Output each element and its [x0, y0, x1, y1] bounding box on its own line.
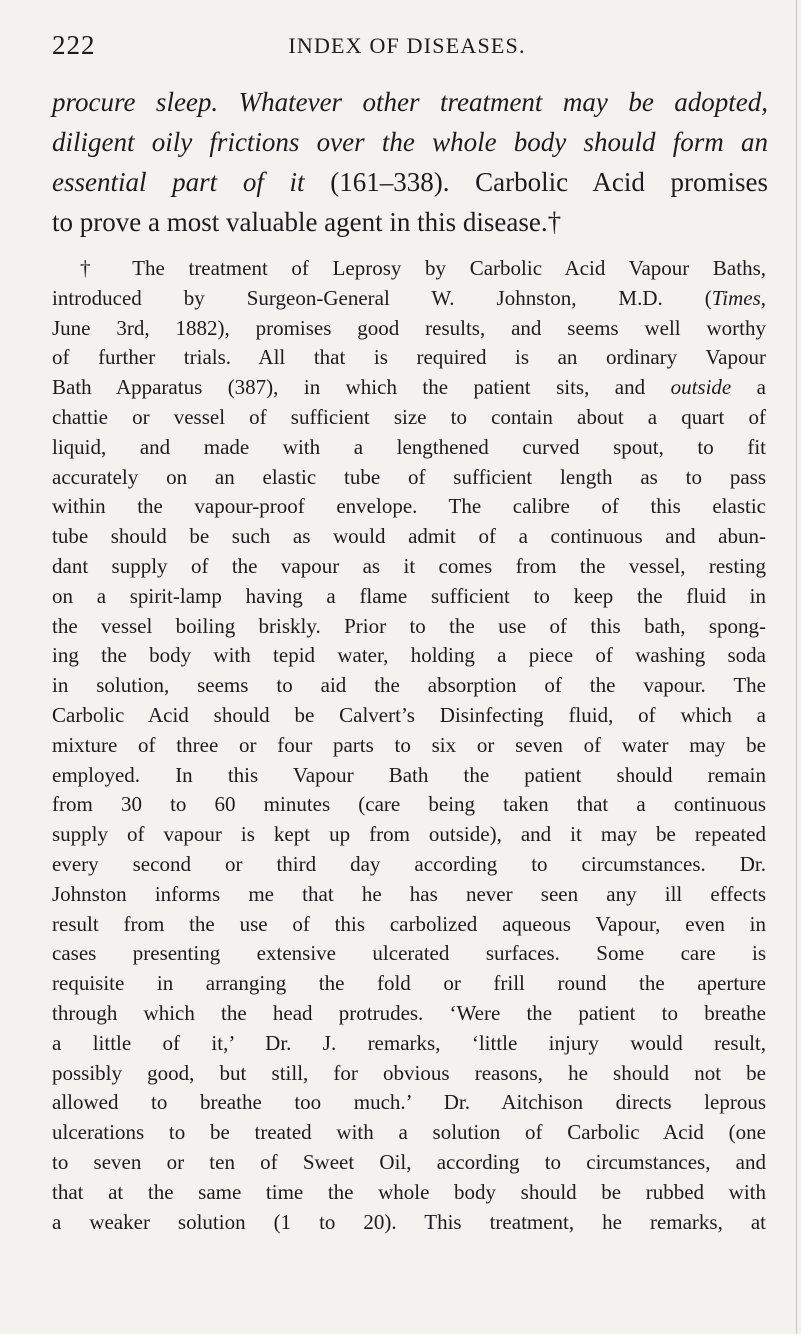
text-segment: dant supply of the vapour as it comes from the vessel, resting: [52, 553, 766, 578]
text-segment: mixture of three or four parts to six or seven of water may be: [52, 732, 766, 757]
footnote-line: [52, 284, 766, 314]
footnote-line: [52, 403, 766, 433]
footnote-line: [52, 761, 766, 791]
text-segment: June 3rd, 1882), promises good results, and seems well worthy: [52, 315, 766, 340]
footnote-line: [52, 790, 766, 820]
text-segment: (161–338). Carbolic Acid promises: [304, 167, 768, 197]
page-number: 222: [52, 30, 96, 60]
italic-text: essential part of it: [52, 167, 305, 197]
footnote-line: [52, 999, 766, 1029]
footnote-line: [52, 641, 766, 671]
text-segment: Johnston informs me that he has never seen any ill effects: [52, 881, 766, 906]
text-segment: a: [731, 375, 766, 400]
main-text-line: [52, 82, 768, 122]
text-segment: ,: [760, 285, 766, 310]
text-segment: employed. In this Vapour Bath the patient should remain: [52, 762, 766, 787]
footnote-line: [52, 850, 766, 880]
footnote-line: [52, 1059, 766, 1089]
text-segment: allowed to breathe too much.’ Dr. Aitchison directs leprous: [52, 1090, 766, 1115]
page-header: [52, 30, 762, 70]
text-segment: possibly good, but still, for obvious reasons, he should not be: [52, 1060, 766, 1085]
footnote-line: [52, 254, 766, 284]
footnote-line: [52, 880, 766, 910]
text-segment: cases presenting extensive ulcerated surfaces. Some care is: [52, 941, 766, 966]
footnote-line: [52, 373, 766, 403]
text-segment: that at the same time the whole body should be rubbed with: [52, 1179, 766, 1204]
footnote-line: [52, 1178, 766, 1208]
footnote-line: [52, 939, 766, 969]
text-segment: every second or third day according to circumstances. Dr.: [52, 851, 766, 876]
main-text-line: [52, 162, 768, 202]
italic-text: outside: [670, 375, 732, 400]
footnote-line: [52, 463, 766, 493]
footnote-line: [52, 582, 766, 612]
text-segment: chattie or vessel of sufficient size to contain about a quart of: [52, 404, 766, 429]
main-text-line: [52, 202, 768, 242]
footnote-line: [52, 522, 766, 552]
text-segment: supply of vapour is kept up from outside), and it may be repeated: [52, 822, 766, 847]
text-segment: tube should be such as would admit of a continuous and abun-: [52, 524, 766, 549]
text-segment: † The treatment of Leprosy by Carbolic Acid Vapour Baths,: [80, 256, 766, 280]
italic-text: Times: [711, 285, 761, 310]
text-segment: ing the body with tepid water, holding a piece of washing soda: [52, 643, 766, 668]
text-segment: a little of it,’ Dr. J. remarks, ‘little injury would result,: [52, 1030, 766, 1055]
footnote-line: [52, 552, 766, 582]
footnote-line: [52, 433, 766, 463]
footnote-line: [52, 701, 766, 731]
text-segment: from 30 to 60 minutes (care being taken that a continuous: [52, 792, 766, 817]
footnote-line: [52, 1118, 766, 1148]
text-segment: result from the use of this carbolized aqueous Vapour, even in: [52, 911, 766, 936]
footnote-line: [52, 910, 766, 940]
text-segment: ulcerations to be treated with a solution of Carbolic Acid (one: [52, 1120, 766, 1145]
text-segment: Bath Apparatus (387), in which the patient sits, and: [52, 375, 671, 400]
text-segment: the vessel boiling briskly. Prior to the use of this bath, spong-: [52, 613, 766, 638]
running-head: INDEX OF DISEASES.: [288, 33, 526, 58]
page-edge: [796, 0, 797, 1334]
footnote-line: [52, 820, 766, 850]
text-segment: to prove a most valuable agent in this disease.†: [52, 207, 562, 237]
footnote-line: [52, 1029, 766, 1059]
text-segment: within the vapour-proof envelope. The calibre of this elastic: [52, 494, 766, 519]
main-paragraph: [52, 82, 768, 242]
text-segment: in solution, seems to aid the absorption of the vapour. The: [52, 673, 766, 698]
italic-text: procure sleep. Whatever other treatment may be adopted,: [52, 87, 768, 117]
text-segment: introduced by Surgeon-General W. Johnston, M.D. (: [52, 285, 712, 310]
footnote-line: [52, 1148, 766, 1178]
text-segment: requisite in arranging the fold or frill round the aperture: [52, 971, 766, 996]
text-segment: accurately on an elastic tube of sufficient length as to pass: [52, 464, 766, 489]
footnote: [52, 254, 766, 1237]
footnote-line: [52, 969, 766, 999]
text-segment: Carbolic Acid should be Calvert’s Disinfecting fluid, of which a: [52, 702, 766, 727]
italic-text: diligent oily frictions over the whole body should form an: [52, 127, 768, 157]
text-segment: of further trials. All that is required is an ordinary Vapour: [52, 345, 766, 370]
text-segment: a weaker solution (1 to 20). This treatment, he remarks, at: [52, 1209, 766, 1234]
footnote-line: [52, 492, 766, 522]
footnote-line: [52, 1088, 766, 1118]
text-segment: to seven or ten of Sweet Oil, according to circumstances, and: [52, 1149, 766, 1174]
footnote-line: [52, 1208, 766, 1238]
footnote-line: [52, 671, 766, 701]
footnote-line: [52, 612, 766, 642]
footnote-line: [52, 731, 766, 761]
footnote-line: [52, 343, 766, 373]
text-segment: liquid, and made with a lengthened curved spout, to fit: [52, 434, 766, 459]
text-segment: on a spirit-lamp having a flame sufficient to keep the fluid in: [52, 583, 766, 608]
main-text-line: [52, 122, 768, 162]
text-segment: through which the head protrudes. ‘Were the patient to breathe: [52, 1000, 766, 1025]
footnote-line: [52, 314, 766, 344]
